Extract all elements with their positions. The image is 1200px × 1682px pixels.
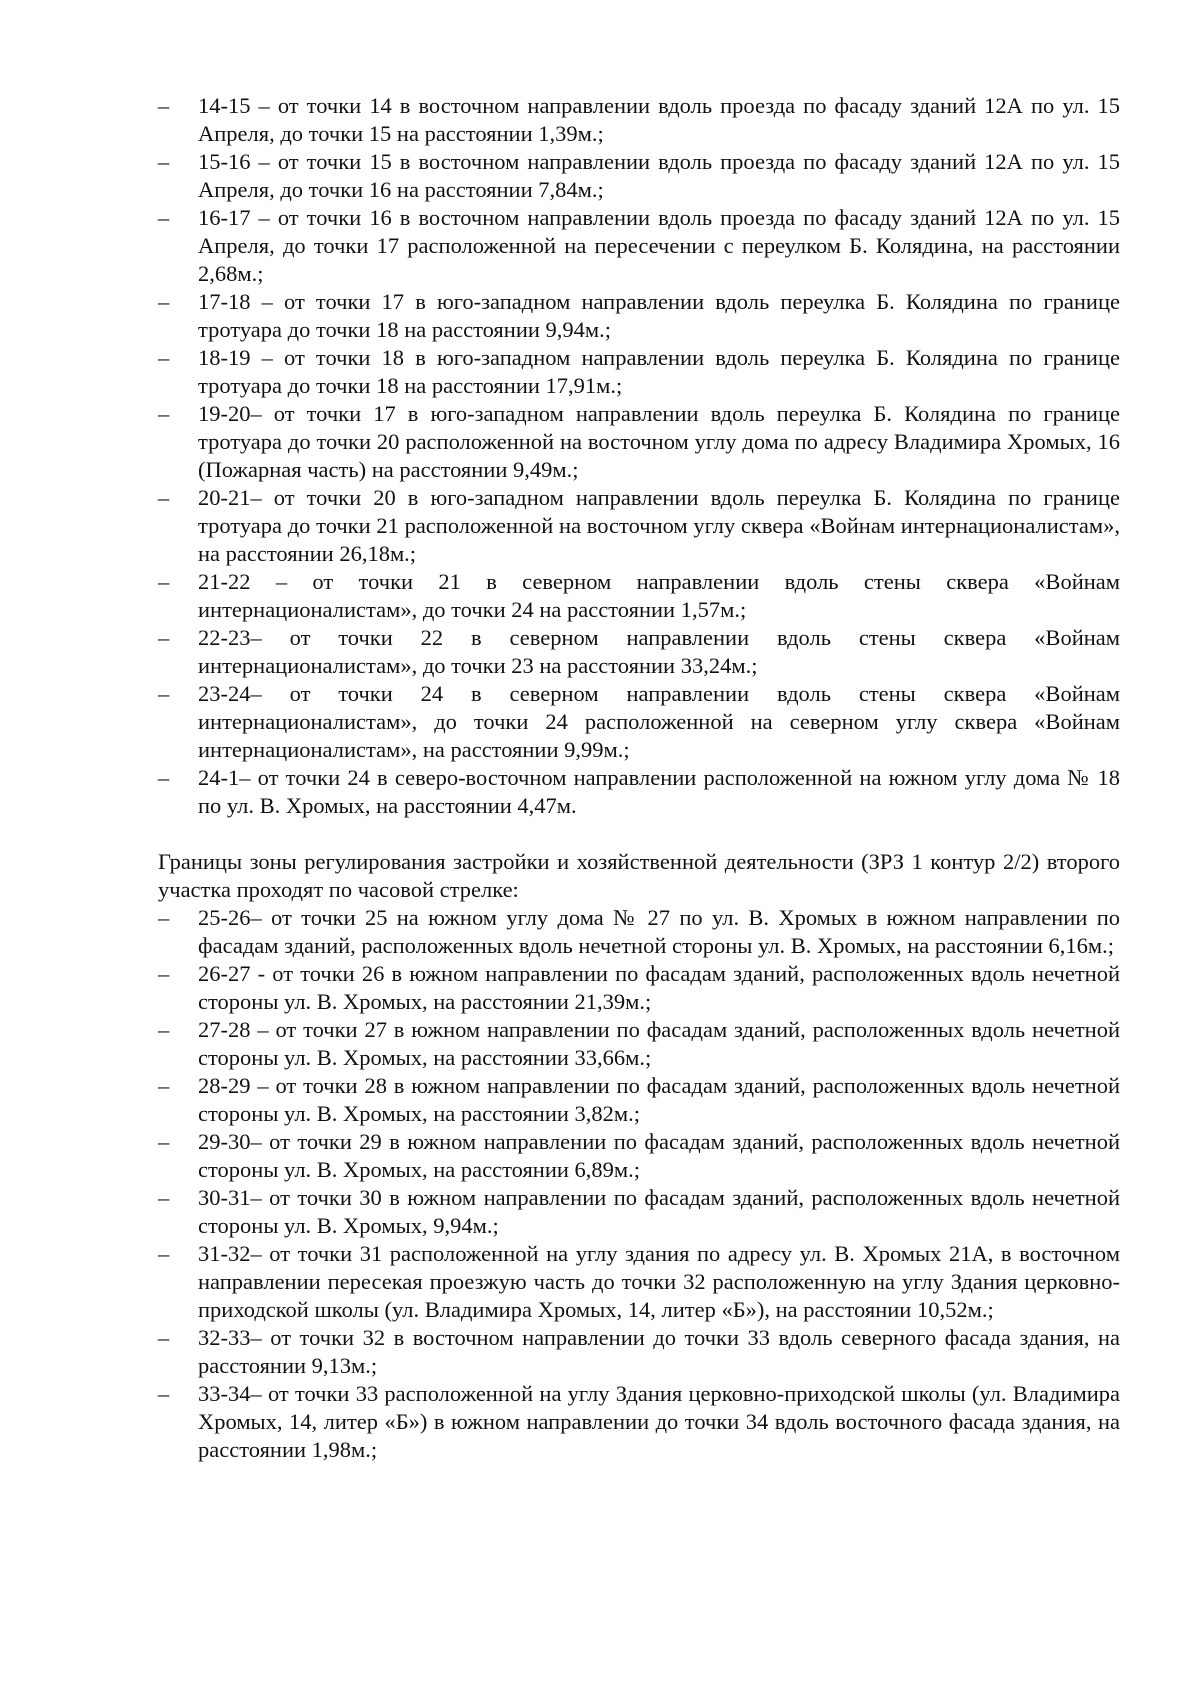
list-item-text: 15-16 – от точки 15 в восточном направлении вдоль проезда по фасаду зданий 12А по ул. 15 Апреля, до точки 16 на расстоянии 7,84м.; <box>198 149 1120 202</box>
dash-bullet: – <box>158 1073 170 1098</box>
dash-bullet: – <box>158 625 170 650</box>
list-item <box>158 1128 1120 1184</box>
dash-bullet: – <box>158 1381 170 1406</box>
list-item-text: 26-27 - от точки 26 в южном направлении по фасадам зданий, расположенных вдоль нечетной стороны ул. В. Хромых, на расстоянии 21,39м.; <box>198 961 1120 1014</box>
list-item <box>158 344 1120 400</box>
list-item-text: 30-31– от точки 30 в южном направлении по фасадам зданий, расположенных вдоль нечетной стороны ул. В. Хромых, 9,94м.; <box>198 1185 1120 1238</box>
list-item-text: 31-32– от точки 31 расположенной на углу здания по адресу ул. В. Хромых 21А, в восточном направлении пересекая проезжую часть до точки 32 расположенную на углу Здания церковно-приходской школы (ул. Владимира Хромых, 14, литер «Б»), на расстоянии 10,52м.; <box>198 1241 1120 1322</box>
list-item-text: 32-33– от точки 32 в восточном направлении до точки 33 вдоль северного фасада здания, на расстоянии 9,13м.; <box>198 1325 1120 1378</box>
list-item <box>158 1072 1120 1128</box>
section-spacer <box>158 820 1120 848</box>
list-item <box>158 484 1120 568</box>
list-item <box>158 92 1120 148</box>
dash-bullet: – <box>158 485 170 510</box>
dash-bullet: – <box>158 1129 170 1154</box>
list-item-text: 19-20– от точки 17 в юго-западном направлении вдоль переулка Б. Колядина по границе тротуара до точки 20 расположенной на восточном углу дома по адресу Владимира Хромых, 16 (Пожарная часть) на расстоянии 9,49м.; <box>198 401 1120 482</box>
list-item-text: 25-26– от точки 25 на южном углу дома № 27 по ул. В. Хромых в южном направлении по фасадам зданий, расположенных вдоль нечетной стороны ул. В. Хромых, на расстоянии 6,16м.; <box>198 905 1120 958</box>
list-item <box>158 400 1120 484</box>
dash-bullet: – <box>158 93 170 118</box>
list-item <box>158 680 1120 764</box>
list-item <box>158 1184 1120 1240</box>
dash-bullet: – <box>158 205 170 230</box>
list-item <box>158 204 1120 288</box>
list-item-text: 18-19 – от точки 18 в юго-западном направлении вдоль переулка Б. Колядина по границе тротуара до точки 18 на расстоянии 17,91м.; <box>198 345 1120 398</box>
dash-bullet: – <box>158 345 170 370</box>
list-item-text: 24-1– от точки 24 в северо-восточном направлении расположенной на южном углу дома № 18 по ул. В. Хромых, на расстоянии 4,47м. <box>198 765 1120 818</box>
dash-bullet: – <box>158 681 170 706</box>
list-item-text: 29-30– от точки 29 в южном направлении по фасадам зданий, расположенных вдоль нечетной стороны ул. В. Хромых, на расстоянии 6,89м.; <box>198 1129 1120 1182</box>
dash-bullet: – <box>158 1325 170 1350</box>
list-item <box>158 764 1120 820</box>
list-item-text: 23-24– от точки 24 в северном направлении вдоль стены сквера «Войнам интернационалистам», до точки 24 расположенной на северном углу сквера «Войнам интернационалистам», на расстоянии 9,99м.; <box>198 681 1120 762</box>
list-item-text: 20-21– от точки 20 в юго-западном направлении вдоль переулка Б. Колядина по границе тротуара до точки 21 расположенной на восточном углу сквера «Войнам интернационалистам», на расстоянии 26,18м.; <box>198 485 1120 566</box>
list-item <box>158 1380 1120 1464</box>
dash-bullet: – <box>158 905 170 930</box>
list-item <box>158 1016 1120 1072</box>
dash-bullet: – <box>158 149 170 174</box>
list-item-text: 16-17 – от точки 16 в восточном направлении вдоль проезда по фасаду зданий 12А по ул. 15 Апреля, до точки 17 расположенной на пересечении с переулком Б. Колядина, на расстоянии 2,68м.; <box>198 205 1120 286</box>
list-item <box>158 288 1120 344</box>
dash-bullet: – <box>158 1241 170 1266</box>
list-item <box>158 904 1120 960</box>
list-item-text: 17-18 – от точки 17 в юго-западном направлении вдоль переулка Б. Колядина по границе тротуара до точки 18 на расстоянии 9,94м.; <box>198 289 1120 342</box>
dash-bullet: – <box>158 961 170 986</box>
list-item <box>158 568 1120 624</box>
list-item <box>158 1240 1120 1324</box>
list-item <box>158 1324 1120 1380</box>
list-item-text: 22-23– от точки 22 в северном направлении вдоль стены сквера «Войнам интернационалистам», до точки 23 на расстоянии 33,24м.; <box>198 625 1120 678</box>
list-item-text: 33-34– от точки 33 расположенной на углу Здания церковно-приходской школы (ул. Владимира Хромых, 14, литер «Б») в южном направлении до точки 34 вдоль восточного фасада здания, на расстоянии 1,98м.; <box>198 1381 1120 1462</box>
dash-bullet: – <box>158 765 170 790</box>
dash-bullet: – <box>158 1017 170 1042</box>
dash-bullet: – <box>158 1185 170 1210</box>
dash-bullet: – <box>158 401 170 426</box>
list-item <box>158 960 1120 1016</box>
dash-bullet: – <box>158 289 170 314</box>
list-item-text: 27-28 – от точки 27 в южном направлении по фасадам зданий, расположенных вдоль нечетной стороны ул. В. Хромых, на расстоянии 33,66м.; <box>198 1017 1120 1070</box>
section-2-intro: Границы зоны регулирования застройки и хозяйственной деятельности (ЗРЗ 1 контур 2/2) второго участка проходят по часовой стрелке: <box>158 849 1120 902</box>
list-item-text: 21-22 – от точки 21 в северном направлении вдоль стены сквера «Войнам интернационалистам», до точки 24 на расстоянии 1,57м.; <box>198 569 1120 622</box>
document-body <box>158 92 1120 1464</box>
dash-bullet: – <box>158 569 170 594</box>
list-item <box>158 624 1120 680</box>
boundary-list-section-2 <box>158 904 1120 1464</box>
list-item-text: 28-29 – от точки 28 в южном направлении по фасадам зданий, расположенных вдоль нечетной стороны ул. В. Хромых, на расстоянии 3,82м.; <box>198 1073 1120 1126</box>
list-item <box>158 148 1120 204</box>
boundary-list-section-1 <box>158 92 1120 820</box>
list-item-text: 14-15 – от точки 14 в восточном направлении вдоль проезда по фасаду зданий 12А по ул. 15 Апреля, до точки 15 на расстоянии 1,39м.; <box>198 93 1120 146</box>
